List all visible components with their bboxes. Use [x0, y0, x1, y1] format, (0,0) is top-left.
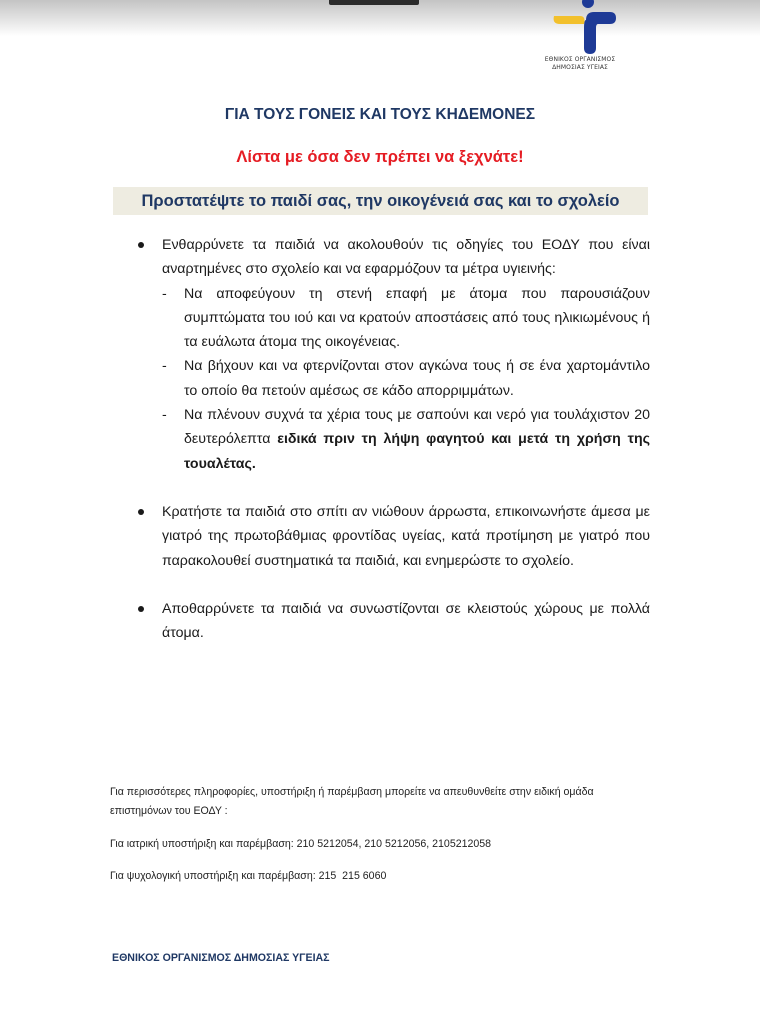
checklist: [134, 233, 650, 645]
sub-list-item: [134, 282, 650, 355]
bullet-dot-icon: [138, 242, 144, 248]
eody-logo: [530, 0, 630, 80]
document-subtitle: Λίστα με όσα δεν πρέπει να ξεχνάτε!: [236, 148, 524, 166]
list-item-text: Ενθαρρύνετε τα παιδιά να ακολουθούν τις οδηγίες του ΕΟΔΥ που είναι αναρτημένες στο σχολείο και να εφαρμόζουν τα μέτρα υγιεινής:: [162, 237, 650, 278]
top-status-shade: [0, 0, 760, 36]
dash-icon: -: [162, 407, 167, 424]
sub-list-item: [134, 354, 650, 403]
info-psychological-phone: Για ψυχολογική υποστήριξη και παρέμβαση: 215 215 6060: [110, 870, 387, 882]
info-medical-phones: Για ιατρική υποστήριξη και παρέμβαση: 210 5212054, 210 5212056, 2105212058: [110, 838, 492, 850]
dash-icon: -: [162, 285, 167, 302]
eody-logo-icon: [540, 0, 620, 56]
section-heading: Προστατέψτε το παιδί σας, την οικογένειά σας και το σχολείο: [113, 187, 648, 215]
bullet-dot-icon: [138, 509, 144, 515]
info-intro: Για περισσότερες πληροφορίες, υποστήριξη ή παρέμβαση μπορείτε να απευθυνθείτε στην ειδική ομάδα επιστημόνων του ΕΟΔΥ :: [110, 786, 594, 817]
logo-caption-line2: ΔΗΜΟΣΙΑΣ ΥΓΕΙΑΣ: [552, 64, 608, 71]
list-item: [134, 500, 650, 573]
logo-caption-line1: ΕΘΝΙΚΟΣ ΟΡΓΑΝΙΣΜΟΣ: [544, 56, 616, 63]
bullet-dot-icon: [138, 606, 144, 612]
footer-organization: ΕΘΝΙΚΟΣ ΟΡΓΑΝΙΣΜΟΣ ΔΗΜΟΣΙΑΣ ΥΓΕΙΑΣ: [112, 952, 330, 964]
list-item: [134, 233, 650, 282]
sub-list-item-text: Να αποφεύγουν τη στενή επαφή με άτομα που παρουσιάζουν συμπτώματα του ιού και να κρατούν αποστάσεις από τους ηλικιωμένους ή τα ευάλωτα άτομα της οικογένειας.: [184, 285, 650, 351]
sub-list-item-text: Να πλένουν συχνά τα χέρια τους με σαπούνι και νερό για τουλάχιστον 20 δευτερόλεπτα: [184, 407, 650, 448]
logo-caption: [530, 56, 630, 72]
sub-list-item-bold-text: ειδικά πριν τη λήψη φαγητού και μετά τη χρήση της τουαλέτας.: [184, 431, 650, 472]
list-item-text: Κρατήστε τα παιδιά στο σπίτι αν νιώθουν άρρωστα, επικοινωνήστε άμεσα με γιατρό της πρωτοβάθμιας φροντίδας υγείας, κατά προτίμηση με γιατρό που παρακολουθεί συστηματικά τα παιδιά, και ενημερώστε το σχολείο.: [162, 503, 650, 569]
list-item-text: Αποθαρρύνετε τα παιδιά να συνωστίζονται σε κλειστούς χώρους με πολλά άτομα.: [162, 600, 650, 642]
list-item: [134, 597, 650, 646]
dash-icon: -: [162, 358, 167, 375]
sub-list-item-text: Να βήχουν και να φτερνίζονται στον αγκώνα τους ή σε ένα χαρτομάντιλο το οποίο θα πετούν αμέσως σε κάδο απορριμμάτων.: [184, 358, 650, 399]
sub-list-item: [134, 403, 650, 476]
document-title: ΓΙΑ ΤΟΥΣ ΓΟΝΕΙΣ ΚΑΙ ΤΟΥΣ ΚΗΔΕΜΟΝΕΣ: [224, 106, 536, 123]
device-notch: [329, 0, 419, 5]
